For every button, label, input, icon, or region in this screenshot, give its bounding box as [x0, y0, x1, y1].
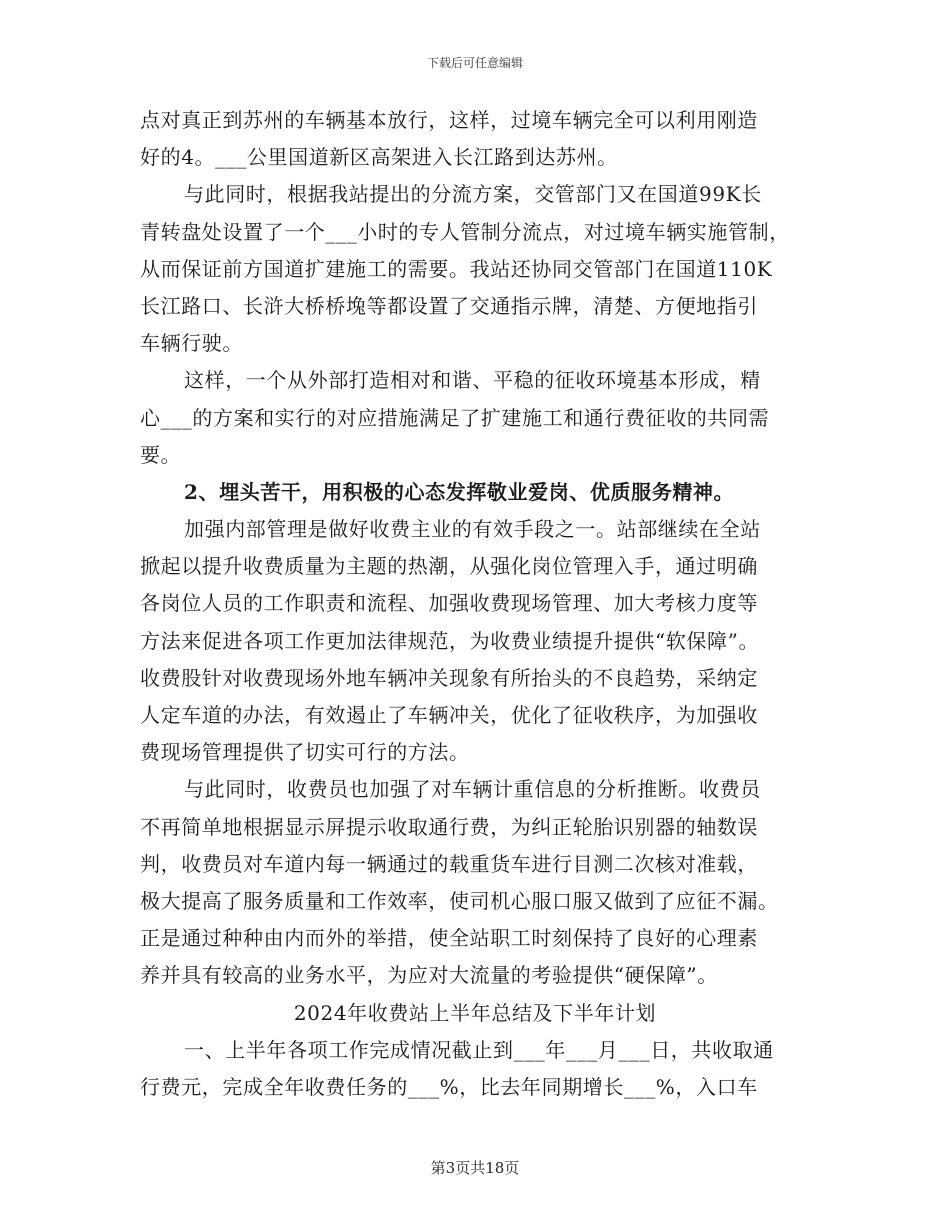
- text-line: 从而保证前方国道扩建施工的需要。我站还协同交管部门在国道110K: [140, 256, 773, 281]
- text-line: 方法来促进各项工作更加法律规范，为收费业绩提升提供“软保障”。: [140, 628, 760, 653]
- paragraph-start: 与此同时，根据我站提出的分流方案，交管部门又在国道99K长: [184, 182, 762, 207]
- text-line: 收费股针对收费现场外地车辆冲关现象有所抬头的不良趋势，采纳定: [140, 665, 758, 690]
- page-number: 第3页共18页: [430, 1159, 520, 1177]
- text-line: 车辆行驶。: [140, 331, 243, 356]
- text-line: 掀起以提升收费质量为主题的热潮，从强化岗位管理入手，通过明确: [140, 554, 758, 579]
- text-line: 人定车道的办法，有效遏止了车辆冲关，优化了征收秩序，为加强收: [140, 703, 758, 727]
- text-line: 心___的方案和实行的对应措施满足了扩建施工和通行费征收的共同需: [140, 405, 770, 430]
- document-title: 2024年收费站上半年总结及下半年计划: [293, 1000, 657, 1025]
- text-line: 各岗位人员的工作职责和流程、加强收费现场管理、加大考核力度等: [140, 591, 758, 616]
- text-line: 不再简单地根据显示屏提示收取通行费，为纠正轮胎识别器的轴数误: [140, 814, 758, 839]
- header-note: 下载后可任意编辑: [426, 56, 523, 70]
- text-line: 好的4。___公里国道新区高架进入长江路到达苏州。: [140, 145, 618, 170]
- text-line: 正是通过种种由内而外的举措，使全站职工时刻保持了良好的心理素: [140, 926, 758, 951]
- paragraph-start: 这样，一个从外部打造相对和谐、平稳的征收环境基本形成，精: [184, 368, 761, 393]
- text-line: 费现场管理提供了切实可行的方法。: [140, 740, 470, 765]
- text-line: 极大提高了服务质量和工作效率，使司机心服口服又做到了应征不漏。: [140, 888, 779, 913]
- text-line: 行费元，完成全年收费任务的___%，比去年同期增长___%，入口车: [140, 1074, 758, 1099]
- text-line: 青转盘处设置了一个___小时的专人管制分流点，对过境车辆实施管制，: [140, 219, 790, 244]
- text-line: 点对真正到苏州的车辆基本放行，这样，过境车辆完全可以利用刚造: [140, 108, 758, 132]
- paragraph-start: 与此同时，收费员也加强了对车辆计重信息的分析推断。收费员: [184, 777, 761, 802]
- paragraph-start: 加强内部管理是做好收费主业的有效手段之一。站部继续在全站: [184, 517, 761, 542]
- text-line: 养并具有较高的业务水平，为应对大流量的考验提供“硬保障”。: [140, 963, 718, 988]
- text-line: 要。: [140, 442, 182, 467]
- document-body: [140, 102, 810, 1106]
- section-heading: 2、埋头苦干，用积极的心态发挥敬业爱岗、优质服务精神。: [184, 479, 735, 504]
- text-line: 长江路口、长浒大桥桥堍等都设置了交通指示牌，清楚、方便地指引: [140, 293, 758, 318]
- paragraph-start: 一、上半年各项工作完成情况截止到___年___月___日，共收取通: [184, 1037, 774, 1062]
- text-line: 判，收费员对车道内每一辆通过的载重货车进行目测二次核对准载，: [140, 851, 758, 876]
